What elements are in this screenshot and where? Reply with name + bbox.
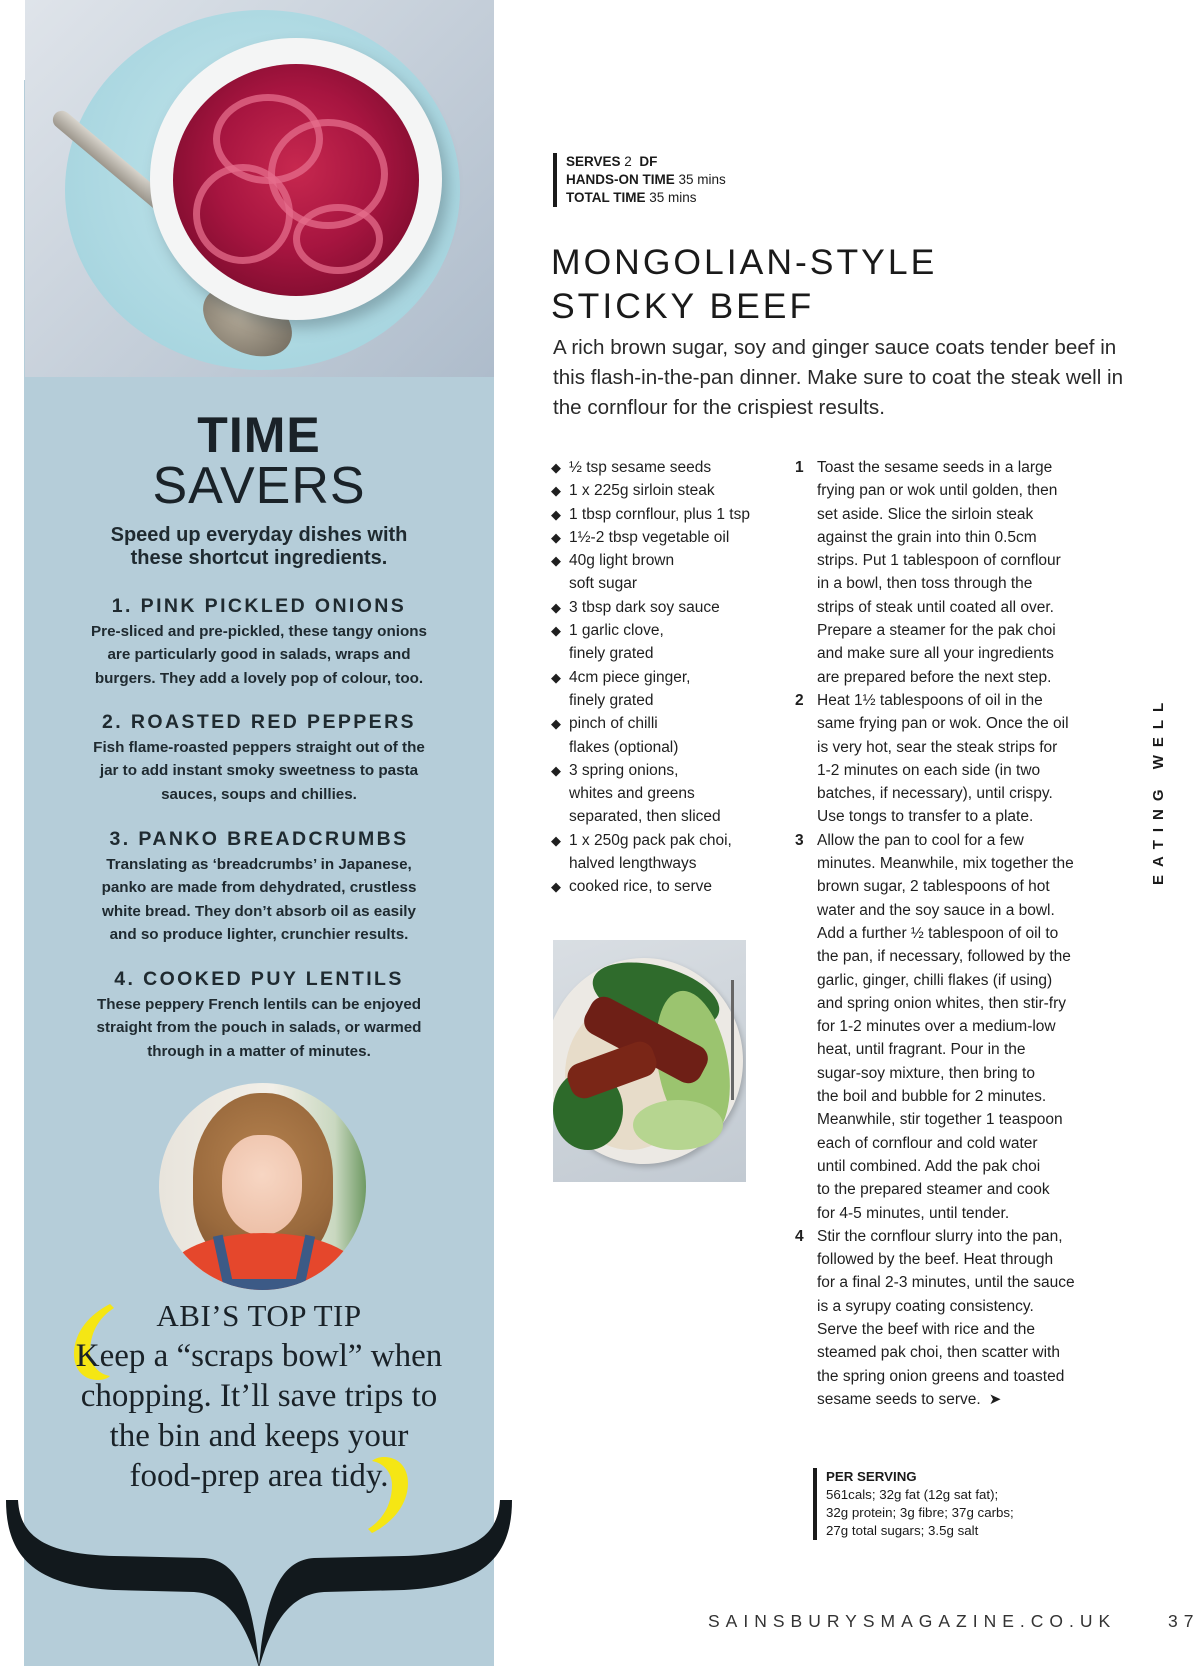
- text-line: These peppery French lentils can be enjoyed: [96, 996, 422, 1013]
- hands-on-label: HANDS-ON TIME: [566, 172, 675, 187]
- step-text-line: strips of steak until coated all over.: [817, 598, 1054, 616]
- magazine-url: SAINSBURYSMAGAZINE.CO.UK: [708, 1611, 1117, 1631]
- time-saver-text: [60, 620, 458, 690]
- diamond-bullet-icon: ◆: [551, 669, 561, 685]
- hands-on-value: 35 mins: [678, 172, 726, 187]
- tip-line: Keep a “scraps bowl” when: [75, 1338, 443, 1374]
- step-text: [817, 1015, 1075, 1038]
- method-step: [795, 1225, 1075, 1411]
- serves-label: SERVES: [566, 154, 621, 169]
- step-text: [817, 572, 1075, 595]
- pink-pickled-onions-photo: [25, 0, 494, 377]
- time-saver-item: [60, 967, 458, 1063]
- step-text-line: Meanwhile, stir together 1 teaspoon: [817, 1111, 1063, 1129]
- diamond-bullet-icon: ◆: [551, 483, 561, 499]
- ingredient-item: [551, 479, 750, 502]
- ingredient-text: 3 tbsp dark soy sauce: [569, 598, 720, 616]
- step-text: [817, 899, 1075, 922]
- page-number: 37: [1168, 1611, 1200, 1631]
- continue-arrow-icon: ➤: [988, 1390, 1002, 1408]
- time-savers-subtitle: [24, 524, 494, 570]
- ingredient-item: [551, 712, 750, 759]
- time-saver-item: [60, 710, 458, 806]
- fork-shape: [731, 980, 734, 1100]
- text-line: panko are made from dehydrated, crustless: [101, 879, 417, 897]
- time-savers-title-bold: TIME: [197, 407, 321, 463]
- nutrition-info: [813, 1468, 1014, 1540]
- tip-line: food-prep area tidy.: [129, 1458, 389, 1494]
- nutrition-heading: PER SERVING: [826, 1469, 917, 1484]
- onion-ring: [293, 204, 383, 274]
- step-text-line: until combined. Add the pak choi: [817, 1157, 1041, 1175]
- step-text-line: the spring onion greens and toasted: [817, 1367, 1065, 1385]
- nutrition-line: 561cals; 32g fat (12g sat fat);: [826, 1487, 999, 1502]
- step-text-line: for 4-5 minutes, until tender.: [817, 1204, 1010, 1222]
- avatar-face-shape: [222, 1135, 302, 1235]
- ingredient-item: [551, 456, 750, 479]
- top-tip-title: ABI’S TOP TIP: [156, 1298, 362, 1333]
- text-line: through in a matter of minutes.: [147, 1042, 371, 1060]
- ingredient-text: 4cm piece ginger,: [569, 668, 691, 686]
- step-text-line: to the prepared steamer and cook: [817, 1181, 1050, 1199]
- subtitle-text: Speed up everyday dishes with these shortcut ingredients.: [110, 524, 408, 569]
- step-text: [817, 1062, 1075, 1085]
- step-text: [817, 549, 1075, 572]
- sticky-beef-photo: [553, 940, 746, 1182]
- total-time-label: TOTAL TIME: [566, 190, 646, 205]
- title-line: MONGOLIAN-STYLE: [551, 242, 938, 282]
- ingredient-item: [551, 875, 750, 898]
- onion-ring: [193, 164, 293, 264]
- text-line: white bread. They don’t absorb oil as easily: [102, 902, 416, 920]
- method-step: [795, 689, 1075, 829]
- time-savers-title-light: SAVERS: [152, 457, 366, 515]
- step-text: [817, 875, 1075, 898]
- pickled-onions-shape: [173, 64, 419, 296]
- diamond-bullet-icon: ◆: [551, 832, 561, 848]
- diamond-bullet-icon: ◆: [551, 599, 561, 615]
- step-text: [817, 992, 1075, 1015]
- step-text: [817, 1271, 1075, 1294]
- step-text: [817, 1341, 1075, 1364]
- step-number: 1: [795, 459, 804, 476]
- step-number: 4: [795, 1227, 804, 1245]
- step-number: 3: [795, 831, 804, 849]
- time-saver-text: [60, 853, 458, 946]
- step-text-line: Add a further ½ tablespoon of oil to: [817, 924, 1059, 942]
- step-text-line: set aside. Slice the sirloin steak: [817, 505, 1034, 523]
- step-text-line: the boil and bubble for 2 minutes.: [817, 1088, 1047, 1106]
- step-text: [817, 689, 1075, 712]
- ingredient-text: whites and greens: [569, 785, 695, 803]
- text-line: Translating as ‘breadcrumbs’ in Japanese,: [106, 856, 412, 873]
- step-text: [817, 619, 1075, 642]
- method-step: [795, 456, 1075, 689]
- ingredients-list: [551, 456, 750, 899]
- diamond-bullet-icon: ◆: [551, 762, 561, 778]
- ingredient-item: [551, 549, 750, 596]
- step-text: [817, 642, 1075, 665]
- step-text-line: minutes. Meanwhile, mix together the: [817, 855, 1074, 873]
- step-text-line: Stir the cornflour slurry into the pan,: [817, 1227, 1063, 1245]
- step-text-line: steamed pak choi, then scatter with: [817, 1344, 1060, 1362]
- step-text: [817, 503, 1075, 526]
- method-steps: [795, 456, 1075, 1411]
- step-text-line: in a bowl, then toss through the: [817, 575, 1033, 593]
- step-text: [817, 969, 1075, 992]
- serves-value: 2: [624, 154, 632, 169]
- step-text: [817, 1202, 1075, 1225]
- diamond-bullet-icon: ◆: [551, 529, 561, 545]
- text-line: and so produce lighter, crunchier results.: [109, 925, 409, 943]
- ingredient-item: [551, 759, 750, 829]
- step-text-line: and spring onion whites, then stir-fry: [817, 994, 1066, 1012]
- ingredient-item: [551, 619, 750, 666]
- step-text: [817, 1248, 1075, 1271]
- step-text: [817, 526, 1075, 549]
- step-text: [817, 829, 1075, 852]
- step-text: [817, 596, 1075, 619]
- step-text-line: Allow the pan to cool for a few: [817, 831, 1024, 849]
- ingredient-text: 1 x 225g sirloin steak: [569, 482, 715, 500]
- diet-tag: DF: [639, 154, 658, 169]
- step-text: [817, 1318, 1075, 1341]
- step-text-line: each of cornflour and cold water: [817, 1134, 1038, 1152]
- ingredient-item: [551, 526, 750, 549]
- step-text: [817, 1132, 1075, 1155]
- hands-on-time-row: [566, 171, 726, 189]
- step-text: [817, 712, 1075, 735]
- step-text-line: strips. Put 1 tablespoon of cornflour: [817, 552, 1061, 570]
- ingredient-text: flakes (optional): [569, 738, 679, 756]
- ingredient-text: 40g light brown: [569, 552, 675, 570]
- text-line: are particularly good in salads, wraps and: [107, 646, 411, 664]
- step-text-line: the pan, if necessary, followed by the: [817, 948, 1071, 966]
- recipe-intro: A rich brown sugar, soy and ginger sauce coats tender beef in this flash-in-the-pan dinner. Make sure to coat the steak well in the cornflour for the crispiest results.: [553, 336, 1124, 419]
- text-line: straight from the pouch in salads, or warmed: [96, 1019, 422, 1037]
- diamond-bullet-icon: ◆: [551, 506, 561, 522]
- abi-avatar-photo: [159, 1083, 366, 1290]
- ingredient-text: soft sugar: [569, 575, 638, 593]
- step-text: [817, 782, 1075, 805]
- ingredient-item: [551, 503, 750, 526]
- step-text: [817, 1295, 1075, 1318]
- step-text-line: brown sugar, 2 tablespoons of hot: [817, 878, 1050, 896]
- step-text-line: against the grain into thin 0.5cm: [817, 528, 1037, 546]
- total-time-row: [566, 189, 726, 207]
- ingredient-text: 1 garlic clove,: [569, 622, 664, 640]
- ingredient-text: 1 x 250g pack pak choi,: [569, 831, 732, 849]
- time-saver-item: [60, 594, 458, 690]
- step-number: 2: [795, 691, 804, 709]
- time-saver-heading: 4. COOKED PUY LENTILS: [114, 968, 404, 990]
- nutrition-line: 32g protein; 3g fibre; 37g carbs;: [826, 1505, 1014, 1520]
- step-text-line: Heat 1½ tablespoons of oil in the: [817, 691, 1043, 709]
- step-text: [817, 1365, 1075, 1388]
- diamond-bullet-icon: ◆: [551, 716, 561, 732]
- section-label: EATING WELL: [1150, 694, 1167, 885]
- ingredient-text: finely grated: [569, 645, 654, 663]
- step-text: [817, 1155, 1075, 1178]
- ingredient-text: ½ tsp sesame seeds: [569, 459, 712, 476]
- step-text-line: Toast the sesame seeds in a large: [817, 459, 1053, 476]
- step-text-line: Serve the beef with rice and the: [817, 1320, 1035, 1338]
- diamond-bullet-icon: ◆: [551, 460, 561, 475]
- tip-line: chopping. It’ll save trips to: [80, 1378, 438, 1414]
- ingredient-text: 3 spring onions,: [569, 761, 679, 779]
- step-text-line: garlic, ginger, chilli flakes (if using): [817, 971, 1053, 989]
- curly-brace-icon: [4, 1496, 514, 1666]
- ingredient-item: [551, 666, 750, 713]
- step-text: [817, 852, 1075, 875]
- step-text-line: Prepare a steamer for the pak choi: [817, 622, 1056, 640]
- tip-line: the bin and keeps your: [109, 1418, 409, 1454]
- nutrition-line: 27g total sugars; 3.5g salt: [826, 1523, 979, 1538]
- step-text: [817, 1388, 1075, 1411]
- step-text-line: is very hot, sear the steak strips for: [817, 738, 1058, 756]
- diamond-bullet-icon: ◆: [551, 553, 561, 569]
- step-text-line: is a syrupy coating consistency.: [817, 1297, 1034, 1315]
- time-saver-heading: 3. PANKO BREADCRUMBS: [109, 828, 409, 850]
- ingredient-item: [551, 596, 750, 619]
- avatar-apron-shape: [229, 1279, 305, 1290]
- step-text-line: followed by the beef. Heat through: [817, 1251, 1054, 1269]
- step-text: [817, 945, 1075, 968]
- ingredient-text: finely grated: [569, 691, 654, 709]
- method-step: [795, 829, 1075, 1225]
- step-text-line: frying pan or wok until golden, then: [817, 482, 1058, 500]
- top-tip-body: [56, 1336, 462, 1496]
- step-text-line: for a final 2-3 minutes, until the sauce: [817, 1274, 1075, 1292]
- step-text: [817, 922, 1075, 945]
- step-text: [817, 1085, 1075, 1108]
- step-text-line: and make sure all your ingredients: [817, 645, 1054, 663]
- step-text-line: sugar-soy mixture, then bring to: [817, 1064, 1035, 1082]
- ingredient-text: 1 tbsp cornflour, plus 1 tsp: [569, 505, 750, 523]
- total-time-value: 35 mins: [649, 190, 697, 205]
- time-saver-text: [60, 993, 458, 1063]
- step-text: [817, 456, 1075, 479]
- ingredient-text: pinch of chilli: [569, 715, 658, 733]
- text-line: sauces, soups and chillies.: [161, 785, 357, 803]
- ingredient-text: 1½-2 tbsp vegetable oil: [569, 528, 730, 546]
- text-line: Pre-sliced and pre-pickled, these tangy onions: [91, 623, 427, 640]
- diamond-bullet-icon: ◆: [551, 879, 561, 895]
- step-text-line: Use tongs to transfer to a plate.: [817, 808, 1034, 826]
- pak-choi-shape: [633, 1100, 723, 1150]
- step-text: [817, 759, 1075, 782]
- ingredient-text: separated, then sliced: [569, 808, 721, 826]
- step-text-line: batches, if necessary), until crispy.: [817, 785, 1053, 803]
- step-text-line: 1-2 minutes on each side (in two: [817, 761, 1041, 779]
- ingredient-text: halved lengthways: [569, 855, 697, 873]
- step-text-line: water and the soy sauce in a bowl.: [817, 901, 1055, 919]
- time-saver-heading: 1. PINK PICKLED ONIONS: [111, 595, 407, 617]
- step-text: [817, 736, 1075, 759]
- ingredient-text: cooked rice, to serve: [569, 878, 713, 896]
- diamond-bullet-icon: ◆: [551, 623, 561, 639]
- step-text: [817, 1178, 1075, 1201]
- time-saver-item: [60, 827, 458, 946]
- step-text-line: same frying pan or wok. Once the oil: [817, 715, 1069, 733]
- title-line: STICKY BEEF: [551, 286, 815, 326]
- time-saver-heading: 2. ROASTED RED PEPPERS: [102, 711, 416, 733]
- step-text: [817, 1108, 1075, 1131]
- step-text-line: sesame seeds to serve.: [817, 1390, 981, 1408]
- recipe-meta: [553, 153, 726, 207]
- text-line: burgers. They add a lovely pop of colour, too.: [94, 669, 424, 687]
- step-text: [817, 805, 1075, 828]
- step-text-line: are prepared before the next step.: [817, 668, 1052, 686]
- recipe-title: [551, 240, 937, 328]
- step-text: [817, 666, 1075, 689]
- step-text: [817, 479, 1075, 502]
- time-saver-text: [60, 736, 458, 806]
- ingredient-item: [551, 829, 750, 876]
- step-text-line: for 1-2 minutes over a medium-low: [817, 1018, 1056, 1036]
- step-text-line: heat, until fragrant. Pour in the: [817, 1041, 1026, 1059]
- step-text: [817, 1038, 1075, 1061]
- step-text: [817, 1225, 1075, 1248]
- text-line: Fish flame-roasted peppers straight out of the: [93, 739, 425, 756]
- serves-row: [566, 153, 726, 171]
- text-line: jar to add instant smoky sweetness to pasta: [99, 762, 419, 780]
